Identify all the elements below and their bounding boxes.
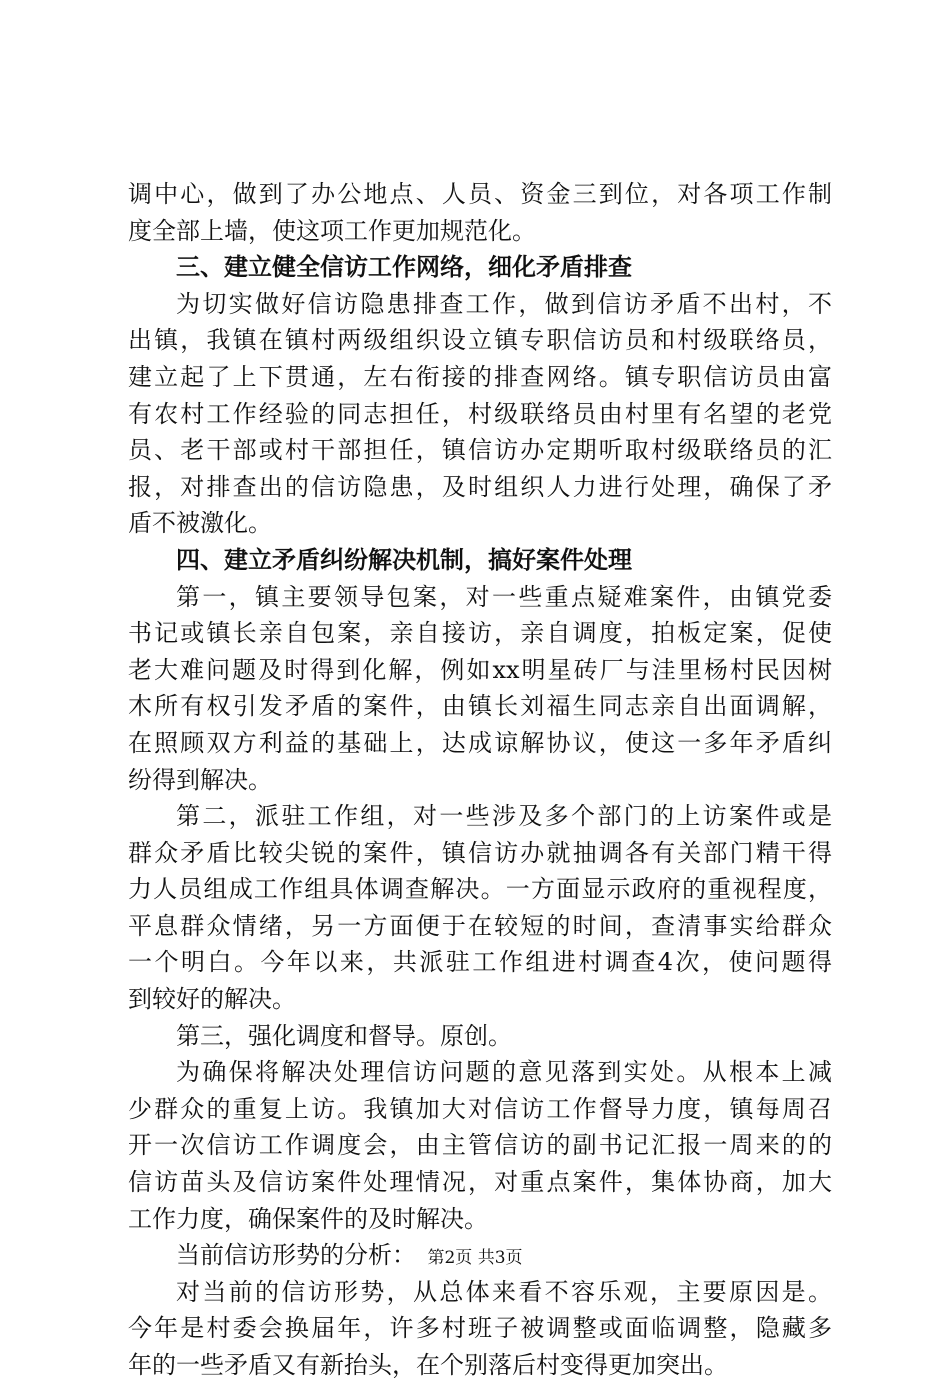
paragraph-line: 第三，强化调度和督导。原创。 (176, 1021, 512, 1050)
page-number-label: 第2页 共3页 (427, 1248, 523, 1268)
paragraph-line: 建立起了上下贯通，左右衔接的排查网络。镇专职信访员由富 (128, 362, 832, 391)
section-heading: 四、建立矛盾纠纷解决机制，搞好案件处理 (176, 544, 632, 574)
paragraph-line: 出镇，我镇在镇村两级组织设立镇专职信访员和村级联络员， (128, 326, 832, 355)
paragraph-line: 为切实做好信访隐患排查工作，做到信访矛盾不出村，不 (176, 289, 832, 318)
paragraph-line: 度全部上墙，使这项工作更加规范化。 (128, 216, 536, 245)
paragraph-line: 在照顾双方利益的基础上，达成谅解协议，使这一多年矛盾纠 (128, 728, 832, 757)
paragraph-line: 盾不被激化。 (128, 509, 272, 538)
paragraph-line: 一个明白。今年以来，共派驻工作组进村调查4次，使问题得 (128, 948, 832, 977)
paragraph-line: 少群众的重复上访。我镇加大对信访工作督导力度，镇每周召 (128, 1094, 832, 1123)
page-footer (0, 1243, 950, 1268)
paragraph-line: 群众矛盾比较尖锐的案件，镇信访办就抽调各有关部门精干得 (128, 838, 832, 867)
paragraph-line: 工作力度，确保案件的及时解决。 (128, 1204, 488, 1233)
paragraph-line: 为确保将解决处理信访问题的意见落到实处。从根本上减 (176, 1058, 832, 1087)
paragraph-line: 报，对排查出的信访隐患，及时组织人力进行处理，确保了矛 (128, 472, 832, 501)
paragraph-line: 第一，镇主要领导包案，对一些重点疑难案件，由镇党委 (176, 582, 832, 611)
paragraph-line: 书记或镇长亲自包案，亲自接访，亲自调度，拍板定案，促使 (128, 619, 832, 648)
paragraph-line: 员、老干部或村干部担任，镇信访办定期听取村级联络员的汇 (128, 436, 832, 465)
paragraph-line: 到较好的解决。 (128, 985, 296, 1014)
paragraph-line: 木所有权引发矛盾的案件，由镇长刘福生同志亲自出面调解， (128, 692, 832, 721)
paragraph-line: 开一次信访工作调度会，由主管信访的副书记汇报一周来的的 (128, 1131, 832, 1160)
paragraph-line: 平息群众情绪，另一方面便于在较短的时间，查清事实给群众 (128, 911, 832, 940)
paragraph-line: 力人员组成工作组具体调查解决。一方面显示政府的重视程度， (128, 875, 832, 904)
section-heading: 三、建立健全信访工作网络，细化矛盾排查 (176, 252, 632, 282)
document-body (128, 176, 832, 1384)
paragraph-line: 调中心，做到了办公地点、人员、资金三到位，对各项工作制 (128, 180, 832, 208)
paragraph-line: 老大难问题及时得到化解，例如xx明星砖厂与洼里杨村民因树 (128, 655, 832, 684)
paragraph-line: 信访苗头及信访案件处理情况，对重点案件，集体协商，加大 (128, 1168, 832, 1197)
paragraph-line: 今年是村委会换届年，许多村班子被调整或面临调整，隐藏多 (128, 1314, 832, 1343)
paragraph-line: 有农村工作经验的同志担任，村级联络员由村里有名望的老党 (128, 399, 832, 428)
paragraph-line: 年的一些矛盾又有新抬头，在个别落后村变得更加突出。 (128, 1351, 728, 1379)
paragraph-line: 对当前的信访形势，从总体来看不容乐观，主要原因是。 (176, 1277, 832, 1306)
paragraph-line: 第二，派驻工作组，对一些涉及多个部门的上访案件或是 (176, 802, 832, 831)
paragraph-line: 当前信访形势的分析： (176, 1241, 416, 1270)
paragraph-line: 纷得到解决。 (128, 765, 272, 794)
